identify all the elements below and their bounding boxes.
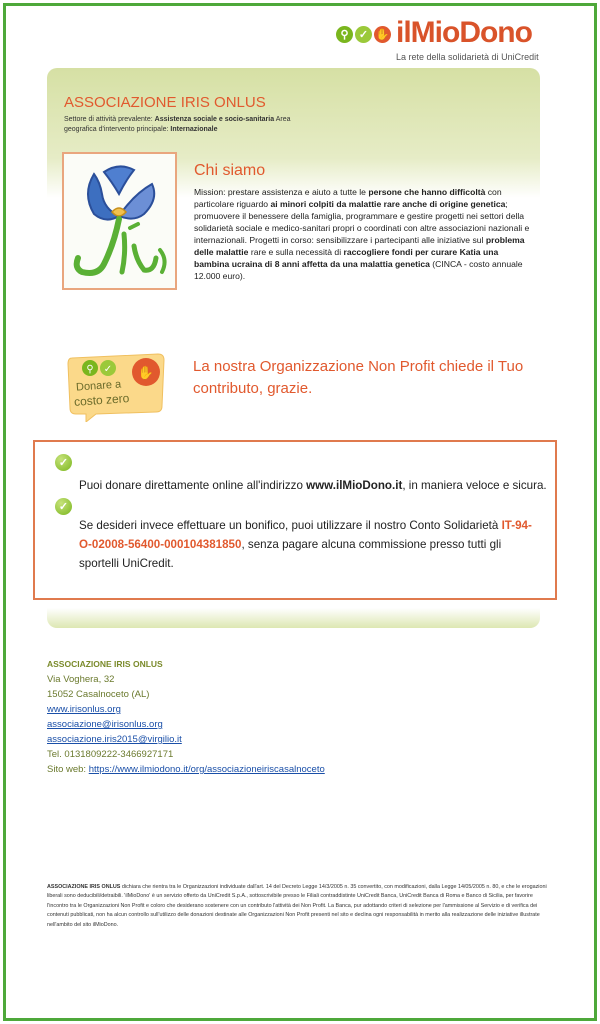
area-label: Area geografica d'intervento principale: bbox=[64, 116, 291, 133]
donate-zero-cost-badge bbox=[66, 350, 171, 422]
iris-flower-icon bbox=[64, 154, 175, 288]
svg-text:⚲: ⚲ bbox=[86, 364, 94, 375]
badge-line1: Donare a bbox=[75, 378, 122, 394]
iris-logo-image bbox=[62, 152, 177, 290]
hand-icon: ✋ bbox=[374, 26, 391, 43]
contact-street: Via Voghera, 32 bbox=[47, 674, 115, 685]
site-label: Sito web: bbox=[47, 764, 89, 775]
site-url-link[interactable]: https://www.ilmiodono.it/org/associazioneiriscasalnoceto bbox=[88, 764, 325, 775]
email-link-2[interactable]: associazione.iris2015@virgilio.it bbox=[47, 734, 182, 745]
badge-line2: costo zero bbox=[73, 391, 130, 409]
check-icon: ✓ bbox=[55, 498, 72, 515]
ilmiodono-link[interactable]: www.ilMioDono.it bbox=[306, 479, 403, 492]
svg-text:✓: ✓ bbox=[103, 364, 113, 375]
contact-city: 15052 Casalnoceto (AL) bbox=[47, 689, 150, 700]
call-to-action: La nostra Organizzazione Non Profit chiede il Tuo contributo, grazie. bbox=[193, 358, 524, 397]
check-icon: ✓ bbox=[55, 454, 72, 471]
email-link-1[interactable]: associazione@irisonlus.org bbox=[47, 719, 163, 730]
brand-name: ilMioDono bbox=[396, 16, 532, 49]
sector-label: Settore di attività prevalente: bbox=[64, 116, 153, 123]
contact-block bbox=[47, 657, 325, 777]
sector-value: Assistenza sociale e socio-sanitaria bbox=[154, 116, 275, 123]
area-value: Internazionale bbox=[170, 126, 218, 133]
brand-tagline: La rete della solidarietà di UniCredit bbox=[396, 52, 539, 62]
about-heading: Chi siamo bbox=[194, 162, 266, 179]
online-donation-text: Puoi donare direttamente online all'indirizzo www.ilMioDono.it, in maniera veloce e sicura. bbox=[79, 479, 547, 492]
search-icon: ⚲ bbox=[336, 26, 353, 43]
logo-icons bbox=[336, 26, 391, 43]
svg-text:✋: ✋ bbox=[137, 366, 155, 381]
ilmiodono-logo[interactable] bbox=[336, 14, 586, 64]
iban-code: IT-94-O-02008-56400-000104381850 bbox=[79, 519, 532, 551]
website-link[interactable]: www.irisonlus.org bbox=[47, 704, 121, 715]
contact-org-name: ASSOCIAZIONE IRIS ONLUS bbox=[47, 659, 163, 669]
contact-phone: Tel. 0131809222-3466927171 bbox=[47, 749, 174, 760]
org-title: ASSOCIAZIONE IRIS ONLUS bbox=[64, 94, 266, 111]
mission-text: Mission: prestare assistenza e aiuto a tutte le persone che hanno difficoltà con particolare riguardo ai minori colpiti da malattie rare anche di origine genetica; promuovere il benessere della famiglia, programmare e gestire progetti nei settori della solidarietà sociale e medico-sanitari propri o coordinati con altre associazioni nazionali e internazionali. Progetti in corso: sensibilizzare i partecipanti alle iniziative sul problema delle malattie rare e sulla necessità di raccogliere fondi per curare Katia una bambina ucraina di 8 anni affetta da una malattia genetica (CINCA - costo annuale 12.000 euro). bbox=[194, 187, 530, 281]
legal-disclaimer: ASSOCIAZIONE IRIS ONLUS dichiara che rientra tra le Organizzazioni individuate dall'art. 14 del Decreto Legge 14/3/2005 n. 35 convertito, con modificazioni, dalla Legge 14/05/2005 n. 80, e che le erogazioni liberali sono deducibili/detraibili. 'ilMioDono' è un servizio offerto da UniCredit S.p.A., sottoscrivibile presso le Filiali contraddistinte UniCredit Banca, UniCredit Banca di Roma e Banco di Sicilia, per favorire l'incontro tra le Organizzazioni Non Profit e coloro che desiderano sostenere con un contributo l'attività dei Non Profit. La Banca, pur adottando criteri di selezione per l'ammissione al Servizio e di verifica dei contenuti pubblicati, non ha alcun controllo sull'utilizzo delle donazioni destinate alle Organizzazioni Non Profit presenti nel sito e declina ogni responsabilità in merito alla realizzazione delle iniziative illustrate nell'ambito del sito ilMioDono. bbox=[47, 884, 547, 928]
org-meta bbox=[64, 115, 324, 135]
donation-box bbox=[33, 440, 557, 600]
bank-transfer-text: Se desideri invece effettuare un bonifico, puoi utilizzare il nostro Conto Solidarietà IT-94-O-02008-56400-000104381850, senza pagare alcuna commissione presso tutti gli sportelli UniCredit. bbox=[79, 519, 532, 570]
check-icon: ✓ bbox=[355, 26, 372, 43]
